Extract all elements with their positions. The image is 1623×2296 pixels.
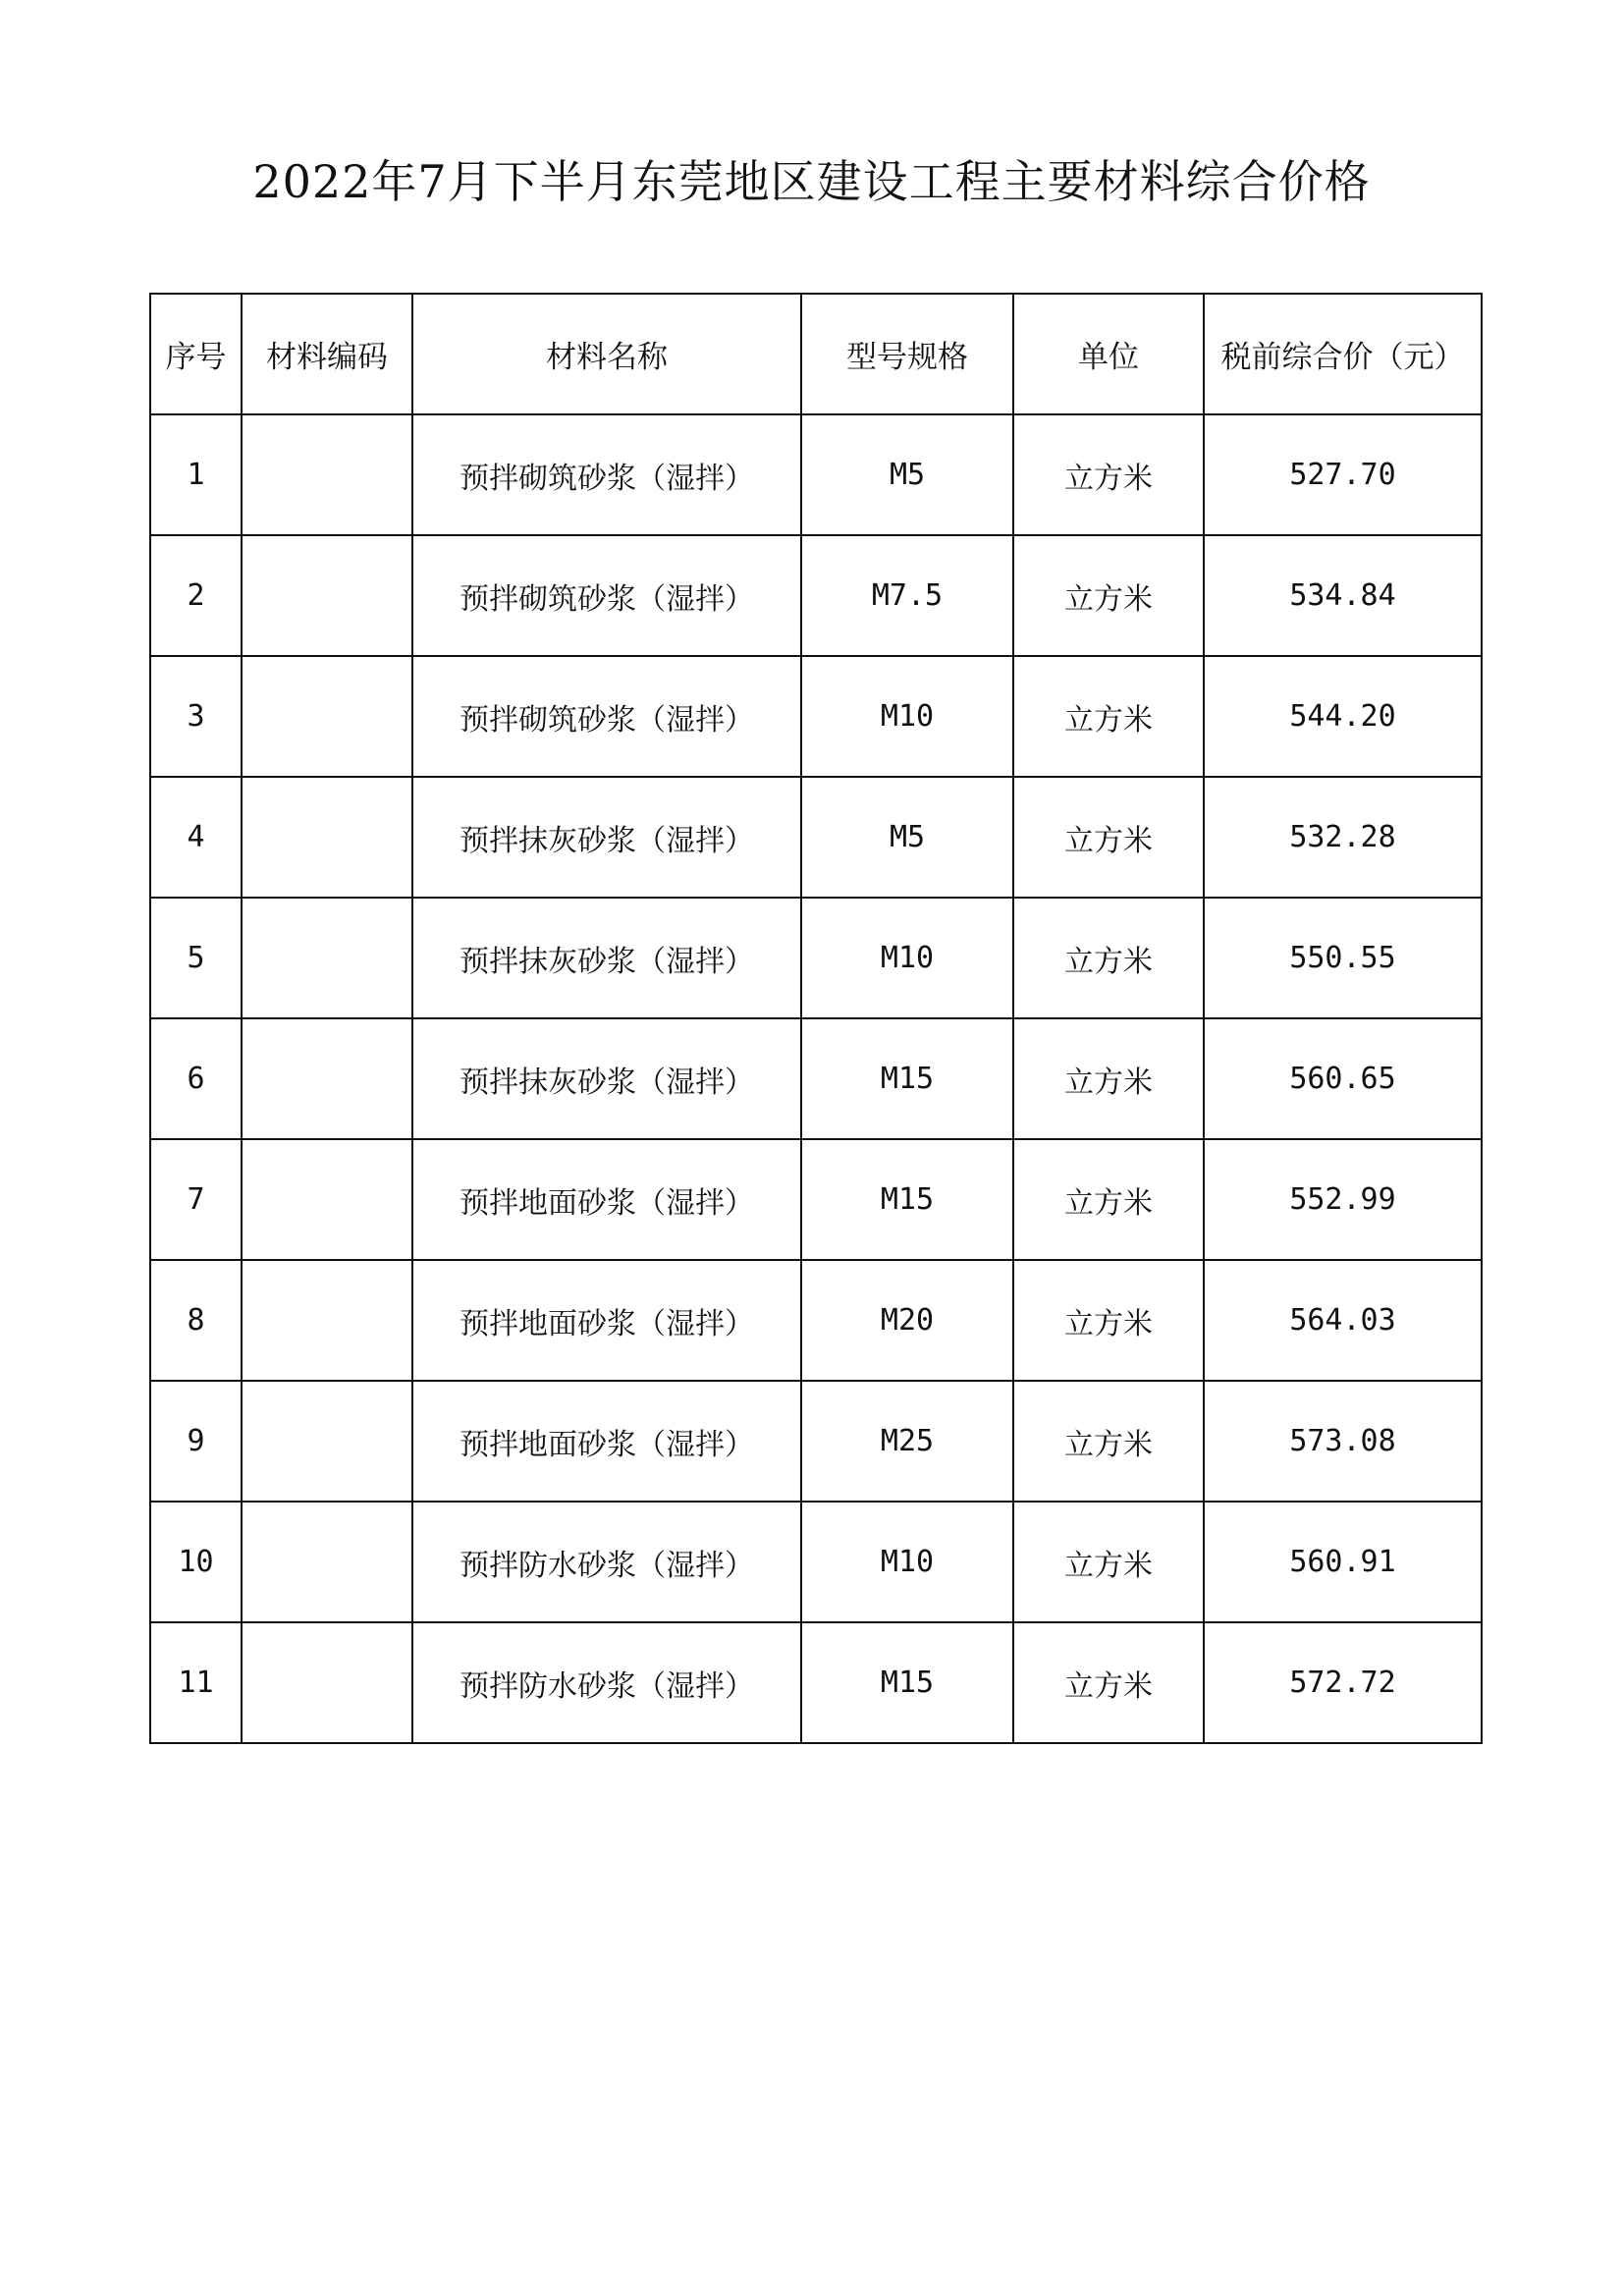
cell-unit: 立方米 [1013,898,1204,1018]
cell-seq: 5 [150,898,242,1018]
column-header-unit: 单位 [1013,294,1204,414]
cell-name: 预拌地面砂浆（湿拌） [412,1139,801,1260]
cell-name: 预拌地面砂浆（湿拌） [412,1381,801,1502]
cell-code [242,1502,412,1622]
cell-spec: M15 [801,1139,1013,1260]
cell-spec: M15 [801,1622,1013,1743]
cell-seq: 2 [150,535,242,656]
cell-name: 预拌防水砂浆（湿拌） [412,1502,801,1622]
cell-unit: 立方米 [1013,1622,1204,1743]
cell-price: 534.84 [1204,535,1482,656]
cell-unit: 立方米 [1013,777,1204,898]
page-title: 2022年7月下半月东莞地区建设工程主要材料综合价格 [252,155,1371,208]
table-row [150,1502,1482,1622]
table-row [150,414,1482,535]
cell-name: 预拌地面砂浆（湿拌） [412,1260,801,1381]
cell-unit: 立方米 [1013,656,1204,777]
cell-price: 560.91 [1204,1502,1482,1622]
cell-seq: 6 [150,1018,242,1139]
cell-seq: 8 [150,1260,242,1381]
cell-seq: 3 [150,656,242,777]
cell-code [242,898,412,1018]
cell-price: 573.08 [1204,1381,1482,1502]
cell-name: 预拌砌筑砂浆（湿拌） [412,414,801,535]
cell-price: 564.03 [1204,1260,1482,1381]
cell-code [242,414,412,535]
cell-name: 预拌抹灰砂浆（湿拌） [412,777,801,898]
table-row [150,656,1482,777]
cell-name: 预拌防水砂浆（湿拌） [412,1622,801,1743]
cell-name: 预拌砌筑砂浆（湿拌） [412,535,801,656]
cell-seq: 1 [150,414,242,535]
table-row [150,1622,1482,1743]
cell-price: 560.65 [1204,1018,1482,1139]
table-header-row [150,294,1482,414]
cell-spec: M25 [801,1381,1013,1502]
cell-unit: 立方米 [1013,1381,1204,1502]
cell-unit: 立方米 [1013,1139,1204,1260]
table-row [150,1381,1482,1502]
cell-spec: M7.5 [801,535,1013,656]
column-header-name: 材料名称 [412,294,801,414]
cell-unit: 立方米 [1013,1502,1204,1622]
cell-spec: M10 [801,1502,1013,1622]
cell-seq: 11 [150,1622,242,1743]
table-row [150,777,1482,898]
cell-name: 预拌抹灰砂浆（湿拌） [412,1018,801,1139]
cell-code [242,777,412,898]
cell-spec: M10 [801,656,1013,777]
cell-seq: 9 [150,1381,242,1502]
price-table [149,293,1483,1744]
column-header-seq: 序号 [150,294,242,414]
cell-price: 550.55 [1204,898,1482,1018]
cell-unit: 立方米 [1013,535,1204,656]
cell-price: 572.72 [1204,1622,1482,1743]
table-row [150,1139,1482,1260]
cell-code [242,535,412,656]
cell-seq: 10 [150,1502,242,1622]
cell-code [242,1139,412,1260]
cell-price: 527.70 [1204,414,1482,535]
cell-price: 552.99 [1204,1139,1482,1260]
cell-unit: 立方米 [1013,1018,1204,1139]
cell-spec: M15 [801,1018,1013,1139]
cell-seq: 7 [150,1139,242,1260]
column-header-price: 税前综合价（元） [1204,294,1482,414]
table-row [150,535,1482,656]
cell-seq: 4 [150,777,242,898]
cell-name: 预拌砌筑砂浆（湿拌） [412,656,801,777]
table-row [150,898,1482,1018]
cell-spec: M20 [801,1260,1013,1381]
cell-name: 预拌抹灰砂浆（湿拌） [412,898,801,1018]
cell-price: 532.28 [1204,777,1482,898]
cell-code [242,656,412,777]
cell-spec: M10 [801,898,1013,1018]
cell-code [242,1622,412,1743]
column-header-spec: 型号规格 [801,294,1013,414]
column-header-code: 材料编码 [242,294,412,414]
table-row [150,1018,1482,1139]
cell-spec: M5 [801,414,1013,535]
cell-spec: M5 [801,777,1013,898]
cell-code [242,1260,412,1381]
cell-unit: 立方米 [1013,1260,1204,1381]
cell-code [242,1018,412,1139]
cell-unit: 立方米 [1013,414,1204,535]
cell-price: 544.20 [1204,656,1482,777]
cell-code [242,1381,412,1502]
table-row [150,1260,1482,1381]
